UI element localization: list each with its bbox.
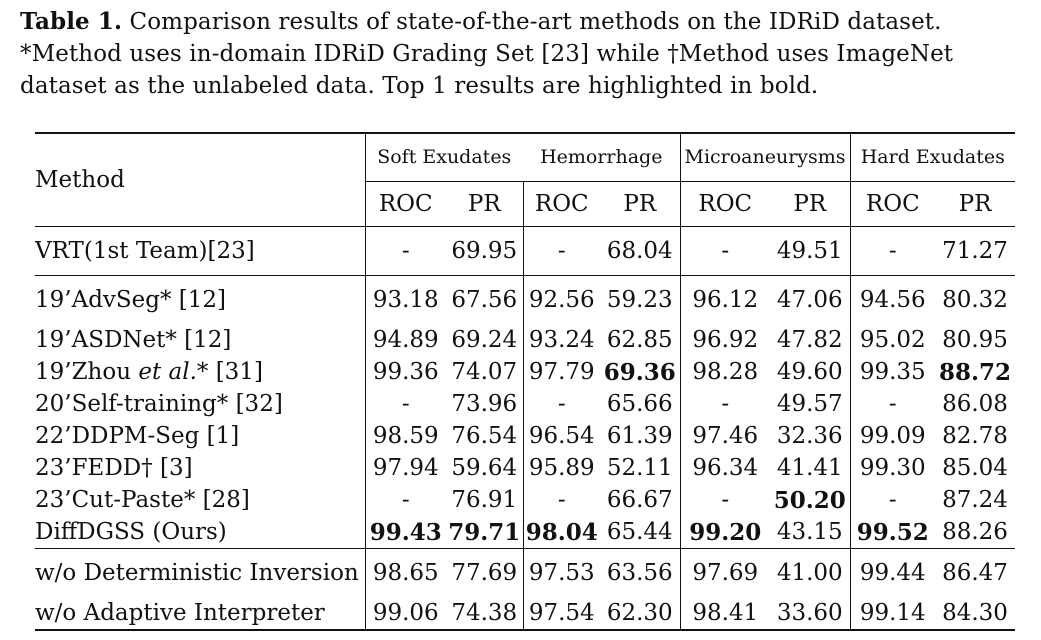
metric-value-cell: 82.78 — [942, 423, 1008, 449]
method-name-cell: 19’AdvSeg* [12] — [35, 276, 365, 325]
metric-value-cell: 97.94 — [365, 452, 446, 484]
table-row — [35, 388, 1015, 420]
metric-header: ROC — [523, 182, 600, 227]
metric-value-cell: 94.56 — [850, 276, 935, 325]
metric-value-cell: 99.30 — [850, 452, 935, 484]
method-name-cell: w/o Deterministic Inversion — [35, 549, 365, 598]
metric-value-cell: 76.54 — [451, 423, 518, 449]
table-row — [35, 597, 1015, 630]
metric-value-cell: 69.24 — [451, 327, 518, 353]
metric-value-cell: 73.96 — [451, 391, 518, 417]
metric-value-cell: 99.20 — [680, 516, 770, 549]
metric-value-cell: - — [523, 484, 600, 516]
metric-value-cell: 99.36 — [365, 356, 446, 388]
group-header-soft-exudates: Soft Exudates — [365, 133, 523, 182]
metric-value-cell: 93.18 — [365, 276, 446, 325]
metric-value-cell: - — [365, 227, 446, 276]
table-row — [35, 452, 1015, 484]
table-row — [35, 420, 1015, 452]
method-name-cell: 23’Cut-Paste* [28] — [35, 487, 250, 513]
metric-value-cell: 98.04 — [523, 516, 600, 549]
metric-value-cell: 99.43 — [365, 516, 446, 549]
metric-value-cell: 92.56 — [523, 276, 600, 325]
table-row — [35, 549, 1015, 598]
metric-value-cell: - — [850, 388, 935, 420]
method-name-cell: 19’Zhou et al.* [31] — [35, 359, 263, 385]
table-body — [35, 227, 1015, 631]
metric-value-cell: 87.24 — [942, 487, 1008, 513]
metric-value-cell: 98.65 — [365, 549, 446, 598]
metric-value-cell: 69.95 — [446, 227, 523, 276]
method-name-cell: DiffDGSS (Ours) — [35, 519, 227, 545]
metric-header: PR — [623, 191, 657, 217]
metric-value-cell: 99.35 — [850, 356, 935, 388]
metric-value-cell: - — [523, 227, 600, 276]
metric-value-cell: 65.66 — [606, 391, 673, 417]
metric-value-cell: 99.52 — [850, 516, 935, 549]
metric-value-cell: 49.60 — [776, 359, 843, 385]
table-row — [35, 484, 1015, 516]
metric-value-cell: 43.15 — [776, 519, 843, 545]
metric-value-cell: 32.36 — [776, 423, 843, 449]
metric-value-cell: 99.14 — [850, 597, 935, 630]
table-row — [35, 276, 1015, 325]
group-header-microaneurysms: Microaneurysms — [680, 133, 850, 182]
metric-value-cell: - — [850, 227, 935, 276]
metric-value-cell: - — [850, 484, 935, 516]
metric-value-cell: - — [680, 484, 770, 516]
metric-value-cell: 67.56 — [446, 276, 523, 325]
metric-value-cell: - — [680, 388, 770, 420]
method-name-cell: 20’Self-training* [32] — [35, 391, 283, 417]
metric-value-cell: 99.44 — [850, 549, 935, 598]
metric-value-cell: 65.44 — [606, 519, 673, 545]
metric-value-cell: 99.06 — [365, 597, 446, 630]
metric-value-cell: 69.36 — [603, 358, 676, 386]
metric-value-cell: - — [365, 388, 446, 420]
metric-header: ROC — [850, 182, 935, 227]
metric-value-cell: 95.02 — [850, 324, 935, 356]
method-name-cell: 22’DDPM-Seg [1] — [35, 423, 240, 449]
table-caption — [20, 6, 1030, 102]
metric-value-cell: 50.20 — [773, 486, 846, 514]
metric-value-cell: 97.54 — [523, 597, 600, 630]
metric-value-cell: 97.69 — [680, 549, 770, 598]
metric-value-cell: 71.27 — [935, 227, 1015, 276]
metric-header: ROC — [680, 182, 770, 227]
metric-value-cell: 68.04 — [600, 227, 680, 276]
metric-value-cell: 96.34 — [680, 452, 770, 484]
metric-value-cell: 86.47 — [935, 549, 1015, 598]
results-table — [35, 132, 1015, 631]
metric-value-cell: 76.91 — [451, 487, 518, 513]
metric-value-cell: 66.67 — [606, 487, 673, 513]
metric-value-cell: 97.53 — [523, 549, 600, 598]
method-name-cell: 19’ASDNet* [12] — [35, 327, 232, 353]
method-name-cell: w/o Adaptive Interpreter — [35, 597, 365, 630]
metric-value-cell: 85.04 — [942, 455, 1008, 481]
metric-value-cell: - — [680, 227, 770, 276]
metric-value-cell: 49.51 — [770, 227, 850, 276]
metric-value-cell: 84.30 — [935, 597, 1015, 630]
table-row — [35, 324, 1015, 356]
metric-value-cell: 80.32 — [935, 276, 1015, 325]
metric-value-cell: 49.57 — [776, 391, 843, 417]
caption-label: Table 1. — [20, 8, 123, 35]
metric-value-cell: 94.89 — [365, 324, 446, 356]
metric-value-cell: 95.89 — [523, 452, 600, 484]
metric-value-cell: 59.23 — [600, 276, 680, 325]
metric-value-cell: 96.12 — [680, 276, 770, 325]
metric-value-cell: 88.26 — [942, 519, 1008, 545]
metric-value-cell: 52.11 — [606, 455, 673, 481]
metric-value-cell: 80.95 — [942, 327, 1008, 353]
group-header-hemorrhage: Hemorrhage — [523, 133, 680, 182]
method-name-cell: 23’FEDD† [3] — [35, 455, 193, 481]
metric-value-cell: 96.54 — [523, 420, 600, 452]
metric-value-cell: 98.41 — [680, 597, 770, 630]
metric-value-cell: 97.46 — [680, 420, 770, 452]
method-header: Method — [35, 133, 365, 227]
metric-value-cell: 47.82 — [776, 327, 843, 353]
metric-value-cell: 86.08 — [942, 391, 1008, 417]
metric-value-cell: 99.09 — [850, 420, 935, 452]
metric-header: PR — [793, 191, 827, 217]
metric-value-cell: 62.30 — [600, 597, 680, 630]
metric-value-cell: 33.60 — [770, 597, 850, 630]
metric-value-cell: 98.28 — [680, 356, 770, 388]
metric-value-cell: 97.79 — [523, 356, 600, 388]
metric-value-cell: 62.85 — [606, 327, 673, 353]
metric-value-cell: 61.39 — [606, 423, 673, 449]
et-al-italic: et al. — [138, 359, 197, 385]
metric-value-cell: 98.59 — [365, 420, 446, 452]
group-header-hard-exudates: Hard Exudates — [850, 133, 1015, 182]
metric-value-cell: - — [365, 484, 446, 516]
metric-header: ROC — [365, 182, 446, 227]
metric-value-cell: 41.41 — [776, 455, 843, 481]
metric-value-cell: 47.06 — [770, 276, 850, 325]
table-row — [35, 516, 1015, 549]
table-row — [35, 227, 1015, 276]
metric-value-cell: - — [523, 388, 600, 420]
metric-value-cell: 79.71 — [448, 518, 521, 546]
metric-value-cell: 74.07 — [451, 359, 518, 385]
metric-value-cell: 77.69 — [446, 549, 523, 598]
metric-value-cell: 74.38 — [446, 597, 523, 630]
metric-header: PR — [467, 191, 501, 217]
metric-value-cell: 88.72 — [939, 358, 1012, 386]
method-name-cell: VRT(1st Team)[23] — [35, 227, 365, 276]
metric-value-cell: 41.00 — [770, 549, 850, 598]
metric-value-cell: 63.56 — [600, 549, 680, 598]
metric-value-cell: 59.64 — [451, 455, 518, 481]
metric-value-cell: 96.92 — [680, 324, 770, 356]
table-row — [35, 356, 1015, 388]
metric-value-cell: 93.24 — [523, 324, 600, 356]
metric-header: PR — [958, 191, 992, 217]
caption-text: Comparison results of state-of-the-art methods on the IDRiD dataset. *Method uses in-domain IDRiD Grading Set [23] while †Method uses ImageNet dataset as the unlabeled data. Top 1 results are highlighted in bold. — [20, 9, 954, 99]
